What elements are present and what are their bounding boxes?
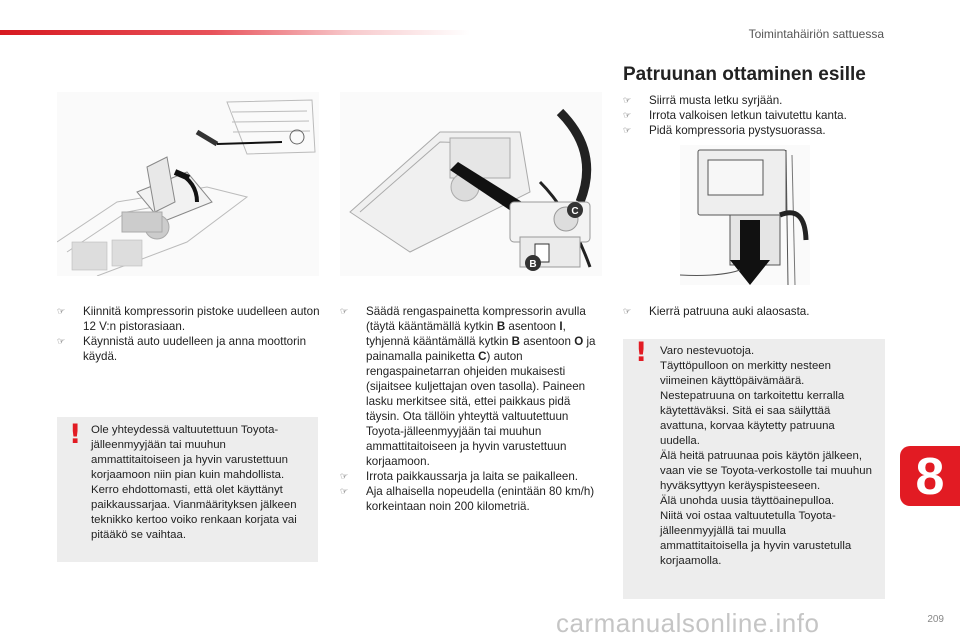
finger-pointer-icon: ☞ bbox=[340, 306, 349, 316]
middle-steps-list bbox=[340, 304, 602, 514]
list-item: ☞ Käynnistä auto uudelleen ja anna moottorin käydä. bbox=[57, 335, 307, 363]
list-item: ☞ Siirrä musta letku syrjään. bbox=[623, 94, 783, 107]
finger-pointer-icon: ☞ bbox=[340, 486, 349, 496]
warning-box-leaks: ! Varo nestevuotoja. Täyttöpulloon on merkitty nesteen viimeinen käyttöpäivämäärä. Nestepatruuna on tarkoitettu kerralla käytettäväksi. Sitä ei saa säilyttää avattuna, korvaa käytetty patruuna uudella. Älä heitä patruunaa pois käytön jälkeen, vaan vie se Toyota-verkostolle tai muuhun hyväksyttyyn keräyspisteeseen. Älä unohda uusia täyttöainepulloa. Niitä voi ostaa valtuutetulla Toyota-jälleenmyyjällä tai muulla ammattitaitoisella ja hyvin varustetulla korjaamolla. bbox=[623, 339, 885, 599]
exclamation-icon: ! bbox=[69, 419, 82, 450]
unscrew-step-list bbox=[623, 304, 923, 319]
chapter-number-tab: 8 bbox=[900, 446, 960, 506]
figure-plug-compressor bbox=[57, 92, 319, 276]
header-section-title: Toimintahäiriön sattuessa bbox=[748, 27, 884, 41]
cartridge-illustration bbox=[680, 145, 810, 285]
compressor-switches-illustration bbox=[340, 92, 602, 276]
header-accent-bar bbox=[0, 30, 470, 35]
section-title-cartridge: Patruunan ottaminen esille bbox=[623, 64, 866, 85]
list-item: ☞ Irrota valkoisen letkun taivutettu kanta. bbox=[623, 109, 847, 122]
finger-pointer-icon: ☞ bbox=[57, 306, 66, 316]
figure-compressor-switches bbox=[340, 92, 602, 276]
figure-cartridge-removal bbox=[680, 145, 810, 285]
finger-pointer-icon: ☞ bbox=[340, 471, 349, 481]
list-item: ☞ Pidä kompressoria pystysuorassa. bbox=[623, 124, 826, 137]
left-steps-list bbox=[57, 304, 325, 364]
figure-label-c: C bbox=[571, 206, 579, 217]
watermark-text: carmanualsonline.info bbox=[556, 608, 820, 638]
list-item: ☞ Aja alhaisella nopeudella (enintään 80 km/h) korkeintaan noin 200 kilometriä. bbox=[340, 485, 595, 513]
figure-label-b: B bbox=[529, 259, 537, 270]
compressor-plug-illustration bbox=[57, 92, 319, 276]
finger-pointer-icon: ☞ bbox=[623, 306, 632, 316]
cartridge-steps-list bbox=[623, 93, 943, 138]
finger-pointer-icon: ☞ bbox=[623, 110, 632, 120]
list-item: ☞ Kiinnitä kompressorin pistoke uudelleen auton 12 V:n pistorasiaan. bbox=[57, 305, 320, 333]
list-item: ☞ Kierrä patruuna auki alaosasta. bbox=[623, 305, 810, 318]
finger-pointer-icon: ☞ bbox=[623, 125, 632, 135]
exclamation-icon: ! bbox=[635, 337, 648, 368]
finger-pointer-icon: ☞ bbox=[623, 95, 632, 105]
warning-box-repair: ! Ole yhteydessä valtuutettuun Toyota-jälleenmyyjään tai muuhun ammattitaitoiseen ja hyvin varustettuun korjaamoon niin pian kuin mahdollista. Kerro ehdottomasti, että olet käyttänyt paikkaussarjaa. Vianmäärityksen jälkeen teknikko kertoo voiko renkaan korjata vai pitääkö se vaihtaa. bbox=[57, 417, 318, 562]
finger-pointer-icon: ☞ bbox=[57, 336, 66, 346]
list-item: ☞ Säädä rengaspainetta kompressorin avulla (täytä kääntämällä kytkin B asentoon I, tyhjennä kääntämällä kytkin B asentoon O ja painamalla painiketta C) auton rengaspainetarran ohjeiden mukaisesti (sijaitsee kuljettajan oven tasolla). Paineen lasku merkitsee sitä, ettei paikkaus pidä täysin. Ota tällöin yhteyttä valtuutettuun Toyota-jälleenmyyjään tai muuhun ammattitaitoiseen ja hyvin varustettuun korjaamoon. bbox=[340, 305, 596, 468]
list-item: ☞ Irrota paikkaussarja ja laita se paikalleen. bbox=[340, 470, 579, 483]
page-number: 209 bbox=[927, 614, 944, 625]
